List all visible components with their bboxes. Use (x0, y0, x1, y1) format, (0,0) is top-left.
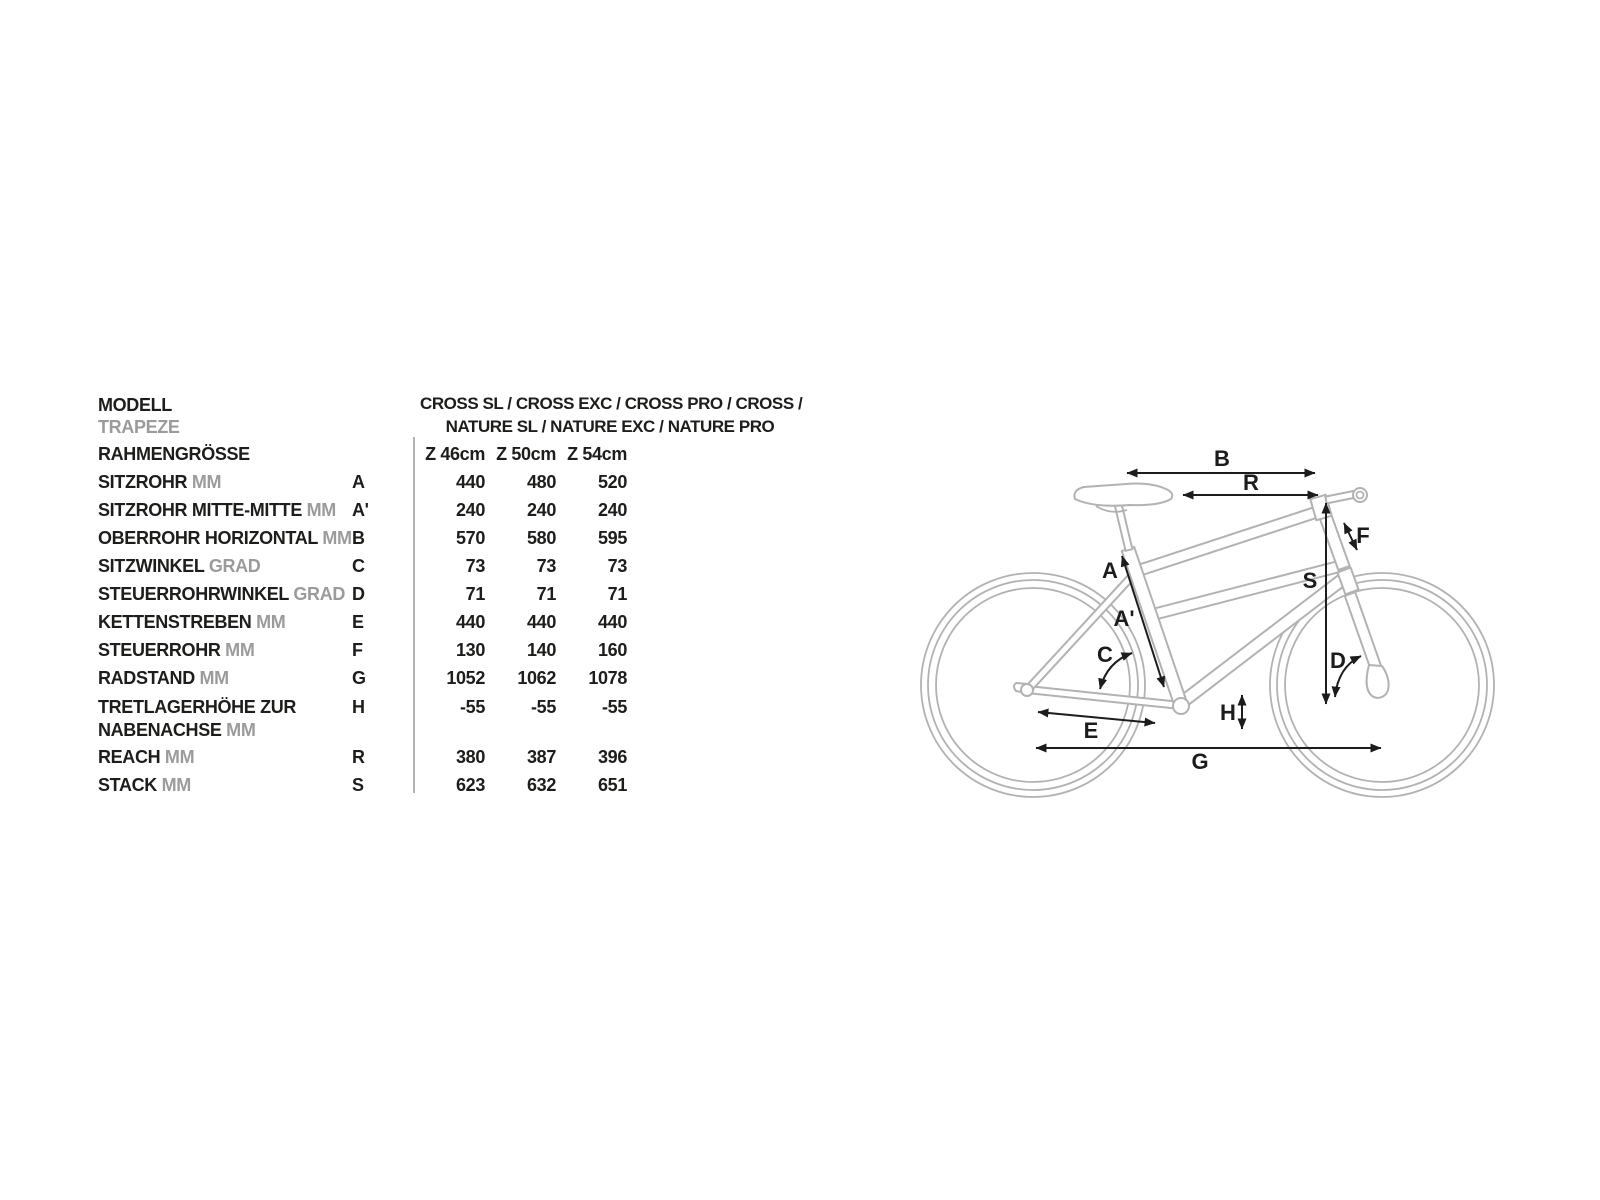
dim-label-c: C (1097, 642, 1113, 667)
value-cell: 240 (456, 499, 485, 520)
value-cell: 520 (598, 471, 627, 492)
dimension-letter: F (352, 639, 363, 660)
dimension-letter: B (352, 527, 365, 548)
dimension-letter: A' (352, 499, 369, 520)
modell-label: MODELL (98, 395, 172, 415)
fork-leg (1345, 592, 1381, 670)
dim-label-r: R (1243, 470, 1259, 495)
table-row: STEUERROHR MM F 130 140 160 (98, 639, 627, 660)
dimension-letter: D (352, 583, 365, 604)
value-cell: 440 (598, 611, 627, 632)
dim-label-h: H (1220, 700, 1236, 725)
value-cell: 140 (527, 639, 556, 660)
table-row: RADSTAND MM G 1052 1062 1078 (98, 667, 627, 688)
bottom-bracket (1173, 698, 1189, 714)
value-cell: 1052 (446, 667, 485, 688)
saddle (1074, 484, 1172, 506)
value-cell: 387 (527, 746, 556, 767)
model-names (420, 393, 803, 438)
model-names-line1: CROSS SL / CROSS EXC / CROSS PRO / CROSS / (420, 394, 803, 413)
value-cell: 380 (456, 746, 485, 767)
table-row: OBERROHR HORIZONTAL MM B 570 580 595 (98, 527, 627, 548)
value-cell: -55 (460, 697, 485, 717)
table-row: SITZROHR MITTE-MITTE MM A' 240 240 240 (98, 499, 627, 520)
value-cell: 480 (527, 471, 556, 492)
table-row: STEUERROHRWINKEL GRAD D 71 71 71 (98, 583, 627, 604)
value-cell: 440 (456, 611, 485, 632)
value-cell: 632 (527, 774, 556, 795)
dimension-letter: C (352, 555, 365, 576)
dim-label-b: B (1214, 446, 1230, 471)
table-row-sizes (98, 440, 658, 468)
value-cell: 73 (607, 555, 627, 576)
value-cell: 71 (607, 583, 627, 604)
value-cell: 651 (598, 774, 627, 795)
value-cell: -55 (602, 697, 627, 717)
rahmengroesse-label: RAHMENGRÖSSE (98, 443, 250, 464)
value-cell: 440 (527, 611, 556, 632)
value-cell: 160 (598, 639, 627, 660)
table-body (98, 440, 658, 799)
dimension-letter: G (352, 667, 366, 688)
size-header: Z 50cm (496, 443, 556, 464)
table-row: SITZROHR MM A 440 480 520 (98, 471, 627, 492)
size-header: Z 54cm (567, 443, 627, 464)
value-cell: 595 (598, 527, 627, 548)
dim-label-g: G (1191, 749, 1209, 774)
dimension-letter: S (352, 774, 364, 795)
table-row: REACH MM R 380 387 396 (98, 746, 627, 767)
dim-label-s: S (1302, 568, 1318, 593)
dim-label-a: A (1102, 558, 1118, 583)
dim-label-a2: A' (1113, 606, 1135, 631)
value-cell: 1062 (517, 667, 556, 688)
value-cell: 130 (456, 639, 485, 660)
model-names-line2: NATURE SL / NATURE EXC / NATURE PRO (445, 416, 775, 436)
bike-geometry-diagram (880, 430, 1500, 830)
handlebar-grip (1353, 488, 1367, 502)
fork-dropout (1367, 665, 1389, 698)
value-cell: 396 (598, 746, 627, 767)
dim-label-f: F (1356, 523, 1370, 548)
dimension-letter: A (352, 471, 365, 492)
value-cell: 1078 (588, 667, 627, 688)
trapeze-label: TRAPEZE (98, 417, 180, 437)
dim-arrow-f (1344, 523, 1357, 550)
table-row: STACK MM S 623 632 651 (98, 774, 627, 795)
fork-crown (1337, 568, 1358, 595)
top-tube (1132, 506, 1321, 577)
value-cell: 440 (456, 471, 485, 492)
value-cell: 240 (598, 499, 627, 520)
dimension-letter: E (352, 611, 364, 632)
dimension-letter: H (352, 697, 365, 717)
value-cell: 580 (527, 527, 556, 548)
dimension-letter: R (352, 746, 365, 767)
table-row: TRETLAGERHÖHE ZUR NABENACHSE MM H -55 -55 -55 (98, 692, 658, 743)
value-cell: 71 (465, 583, 485, 604)
value-cell: 240 (527, 499, 556, 520)
value-cell: 73 (465, 555, 485, 576)
bike-frame (1014, 484, 1389, 714)
value-cell: 73 (536, 555, 556, 576)
rear-dropout (1021, 684, 1033, 696)
table-row: KETTENSTREBEN MM E 440 440 440 (98, 611, 627, 632)
table-row: SITZWINKEL GRAD C 73 73 73 (98, 555, 627, 576)
size-header: Z 46cm (425, 443, 485, 464)
value-cell: 623 (456, 774, 485, 795)
handlebar (1325, 491, 1356, 504)
value-cell: 71 (536, 583, 556, 604)
dim-label-e: E (1083, 718, 1099, 743)
value-cell: -55 (531, 697, 556, 717)
dim-label-d: D (1330, 648, 1346, 673)
chain-stay (1032, 687, 1177, 709)
value-cell: 570 (456, 527, 485, 548)
